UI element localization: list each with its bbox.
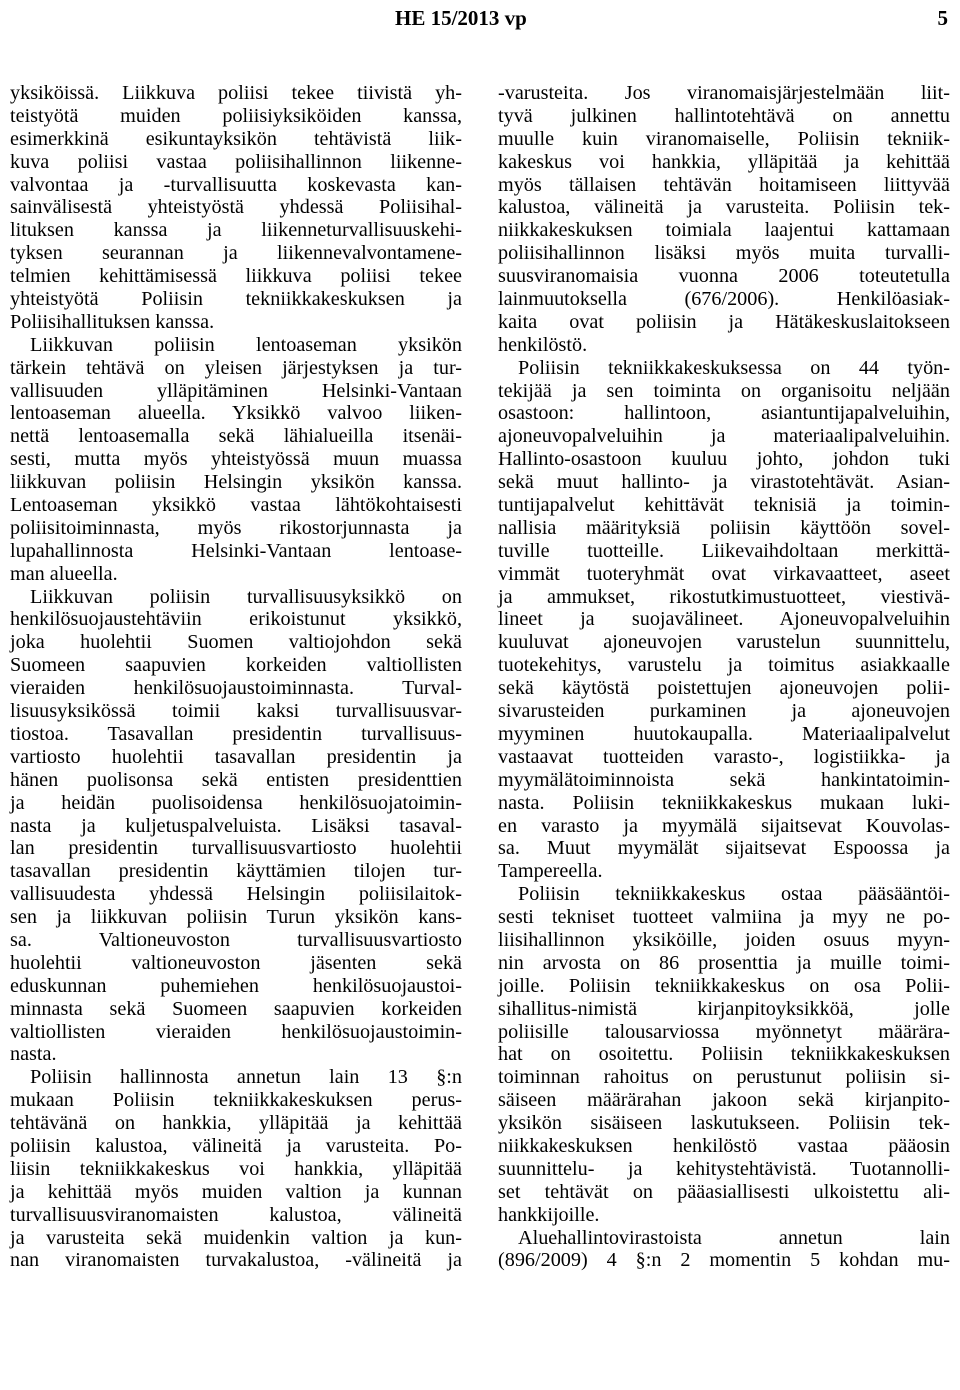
text-line: toiminnan rahoitus on perustunut poliisin si-: [498, 1066, 950, 1089]
text-line: minnasta sekä Suomeen saapuvien korkeiden: [10, 997, 462, 1020]
text-line: nallisia määrityksiä poliisin käyttöön sovel-: [498, 516, 950, 539]
text-line: tekijää ja sen toiminta on organisoitu neljään: [498, 379, 950, 402]
text-line: nan viranomaisten turvakalustoa, -välineitä ja: [10, 1249, 462, 1272]
text-line: sekä muut hallinto- ja virastotehtävät. Asian-: [498, 471, 950, 494]
text-line: Liikkuvan poliisin turvallisuusyksikkö on: [30, 585, 462, 608]
text-line: henkilöstö.: [498, 333, 588, 356]
page-number: 5: [937, 6, 948, 30]
text-line: lisuusyksikössä toimii kaksi turvallisuusvar-: [10, 700, 462, 723]
text-line: säiseen määrärahan jakoon sekä kirjanpito-: [498, 1089, 950, 1112]
text-line: Poliisin hallinnosta annetun lain 13 §:n: [30, 1066, 462, 1089]
text-line: -varusteita. Jos viranomaisjärjestelmään liit-: [498, 82, 950, 104]
text-line: sivarusteiden purkaminen ja ajoneuvojen: [498, 700, 950, 723]
text-line: sesti tekniset tuotteet valmiina ja myy ne po-: [498, 906, 950, 929]
text-line: Lentoaseman yksikkö vastaa lähtökohtaisesti: [10, 494, 462, 517]
text-line: vallisuuden ylläpitäminen Helsinki-Vantaan: [10, 379, 462, 402]
text-line: joka huolehtii Suomen valtiojohdon sekä: [10, 631, 462, 654]
text-line: lainmuutoksella (676/2006). Henkilöasiak-: [498, 288, 950, 311]
text-line: nin arvosta on 86 prosenttia ja muille toimi-: [498, 951, 950, 974]
text-line: tyvä julkinen hallintotehtävä on annettu: [498, 104, 950, 127]
text-line: lupahallinnosta Helsinki-Vantaan lentoase-: [10, 539, 462, 562]
text-line: Aluehallintovirastoista annetun lain: [518, 1226, 950, 1249]
text-line: poliisihallinnon lisäksi myös muita turvalli-: [498, 242, 950, 265]
text-line: hankkijoille.: [498, 1203, 600, 1226]
text-line: myös tällaisen tehtävän hoitamiseen liittyvää: [498, 173, 950, 196]
text-line: eduskunnan puhemiehen henkilösuojaustoi-: [10, 974, 462, 997]
text-line: Tampereella.: [498, 860, 603, 883]
text-line: tuotekehitys, varustelu ja toimitus asiakkaalle: [498, 654, 950, 677]
text-line: vastaavat tuotteiden varasto-, logistiikka- ja: [498, 745, 950, 768]
text-line: lineet ja suojavälineet. Ajoneuvopalveluihin: [498, 608, 950, 631]
text-line: nasta ja kuljetuspalveluista. Lisäksi tasaval-: [10, 814, 462, 837]
text-line: myyminen huutokaupalla. Materiaalipalvelut: [498, 722, 950, 745]
text-line: sekä käytöstä poistettujen ajoneuvojen polii-: [498, 677, 950, 700]
text-line: tärkein tehtävä on yleisen järjestyksen ja tur-: [10, 356, 462, 379]
text-line: vallisuudesta yhdessä Helsingin poliisilaitok-: [10, 883, 462, 906]
text-line: kakeskus voi hankkia, ylläpitää ja kehittää: [498, 150, 950, 173]
text-line: yhteistyötä Poliisin tekniikkakeskuksen ja: [10, 288, 462, 311]
text-line: tiostoa. Tasavallan presidentin turvallisuus-: [10, 722, 462, 745]
text-line: turvallisuusviranomaisten kalustoa, välineitä: [10, 1203, 462, 1226]
text-line: nasta. Poliisin tekniikkakeskus mukaan luki-: [498, 791, 950, 814]
document-id: HE 15/2013 vp: [395, 6, 527, 30]
text-line: poliisille talousarviossa myönnetyt määrära-: [498, 1020, 950, 1043]
text-line: poliisin kalustoa, välineitä ja varusteita. Po-: [10, 1134, 462, 1157]
text-line: Poliisin tekniikkakeskuksessa on 44 työn-: [518, 356, 950, 379]
text-line: niikkakeskuksen toimiala laajentui kattamaan: [498, 219, 950, 242]
text-line: mukaan Poliisin tekniikkakeskuksen perus-: [10, 1089, 462, 1112]
text-line: poliisitoiminnasta, myös rikostorjunnasta ja: [10, 516, 462, 539]
text-line: hänen puolisonsa sekä entisten presidenttien: [10, 768, 462, 791]
text-line: liikkuvan poliisin Helsingin yksikön kanssa.: [10, 471, 462, 494]
text-line: Liikkuvan poliisin lentoaseman yksikön: [30, 333, 462, 356]
text-line: sesti, mutta myös yhteistyössä muun muassa: [10, 448, 462, 471]
text-line: hat on osoitettu. Poliisin tekniikkakeskuksen: [498, 1043, 950, 1066]
text-line: myymälätoiminnoista sekä hankintatoimin-: [498, 768, 950, 791]
text-line: sen ja liikkuvan poliisin Turun yksikön kans-: [10, 906, 462, 929]
text-line: (896/2009) 4 §:n 2 momentin 5 kohdan mu-: [498, 1249, 950, 1272]
text-line: lan presidentin turvallisuusvartiosto huolehtii: [10, 837, 462, 860]
text-line: sa. Valtioneuvoston turvallisuusvartiosto: [10, 928, 462, 951]
right-text-column: [498, 82, 950, 1272]
text-line: liisihallinnon yksiköille, joiden osuus myyn-: [498, 928, 950, 951]
text-line: ja kehittää myös muiden valtion ja kunnan: [10, 1180, 462, 1203]
text-line: tuville tuotteille. Liikevaihdoltaan merkittä-: [498, 539, 950, 562]
text-line: Suomeen saapuvien korkeiden valtiollisten: [10, 654, 462, 677]
text-line: suusviranomaisia vuonna 2006 toteutetulla: [498, 265, 950, 288]
text-line: sihallitus-nimistä kirjanpitoyksikköä, jolle: [498, 997, 950, 1020]
text-line: joille. Poliisin tekniikkakeskus on osa Polii-: [498, 974, 950, 997]
text-line: henkilösuojaustehtäviin erikoistunut yksikkö,: [10, 608, 462, 631]
text-line: ja varusteita sekä muidenkin valtion ja kun-: [10, 1226, 462, 1249]
text-line: niikkakeskuksen henkilöstö vastaa pääosin: [498, 1134, 950, 1157]
text-line: en varasto ja myymälä sijaitsevat Kouvolas-: [498, 814, 950, 837]
text-line: nettä lentoasemalla sekä lähialueilla itsenäi-: [10, 425, 462, 448]
text-line: sa. Muut myymälät sijaitsevat Espoossa ja: [498, 837, 950, 860]
text-line: osastoon: hallintoon, asiantuntijapalveluihin,: [498, 402, 950, 425]
text-line: tyksen seurannan ja liikennevalvontamene-: [10, 242, 462, 265]
text-line: muulle kuin viranomaiselle, Poliisin tekniik-: [498, 127, 950, 150]
text-line: huolehtii valtioneuvoston jäsenten sekä: [10, 951, 462, 974]
text-line: kaita ovat poliisin ja Hätäkeskuslaitokseen: [498, 310, 950, 333]
text-line: tehtävänä on hankkia, ylläpitää ja kehittää: [10, 1112, 462, 1135]
page-header: [0, 4, 960, 34]
text-line: man alueella.: [10, 562, 118, 585]
text-line: vimmät tuoteryhmät ovat virkavaatteet, aseet: [498, 562, 950, 585]
text-line: yksiköissä. Liikkuva poliisi tekee tiivistä yh-: [10, 82, 462, 104]
text-line: ajoneuvopalveluihin ja materiaalipalveluihin.: [498, 425, 950, 448]
text-line: liisin tekniikkakeskus voi hankkia, ylläpitää: [10, 1157, 462, 1180]
text-line: sainvälisestä yhteistyöstä yhdessä Poliisihal-: [10, 196, 462, 219]
text-line: tasavallan presidentin käyttämien tilojen tur-: [10, 860, 462, 883]
text-line: lentoaseman alueella. Yksikkö valvoo liiken-: [10, 402, 462, 425]
text-line: Hallinto-osastoon kuuluu johto, johdon tuki: [498, 448, 950, 471]
text-line: suunnittelu- ja kehitystehtävistä. Tuotannolli-: [498, 1157, 950, 1180]
text-line: Poliisin tekniikkakeskus ostaa pääsääntöi-: [518, 883, 950, 906]
text-line: teistyötä muiden poliisiyksiköiden kanssa,: [10, 104, 462, 127]
text-line: vartiosto huolehtii tasavallan presidentin ja: [10, 745, 462, 768]
text-line: nasta.: [10, 1043, 57, 1066]
text-line: Poliisihallituksen kanssa.: [10, 310, 215, 333]
text-line: tuntijapalvelut kehittävät teknisiä ja toimin-: [498, 494, 950, 517]
text-line: telmien kehittämisessä liikkuva poliisi tekee: [10, 265, 462, 288]
text-line: valtiollisten vieraiden henkilösuojaustoimin-: [10, 1020, 462, 1043]
text-line: ja ammukset, rikostutkimustuotteet, viestivä-: [498, 585, 950, 608]
text-line: kuuluvat ajoneuvojen varustelun suunnittelu,: [498, 631, 950, 654]
text-line: esimerkkinä esikuntayksikön tehtävistä liik-: [10, 127, 462, 150]
text-line: yksikön sisäiseen laskutukseen. Poliisin tek-: [498, 1112, 950, 1135]
text-line: lituksen kanssa ja liikenneturvallisuuskehi-: [10, 219, 462, 242]
text-line: valvontaa ja -turvallisuutta koskevasta kan-: [10, 173, 462, 196]
text-line: vieraiden henkilösuojaustoiminnasta. Turval-: [10, 677, 462, 700]
text-line: ja heidän puolisoidensa henkilösuojatoimin-: [10, 791, 462, 814]
text-line: set tehtävät on pääasiallisesti ulkoistettu ali-: [498, 1180, 950, 1203]
text-line: kalustoa, välineitä ja varusteita. Poliisin tek-: [498, 196, 950, 219]
text-line: kuva poliisi vastaa poliisihallinnon liikenne-: [10, 150, 462, 173]
left-text-column: [10, 82, 462, 1272]
